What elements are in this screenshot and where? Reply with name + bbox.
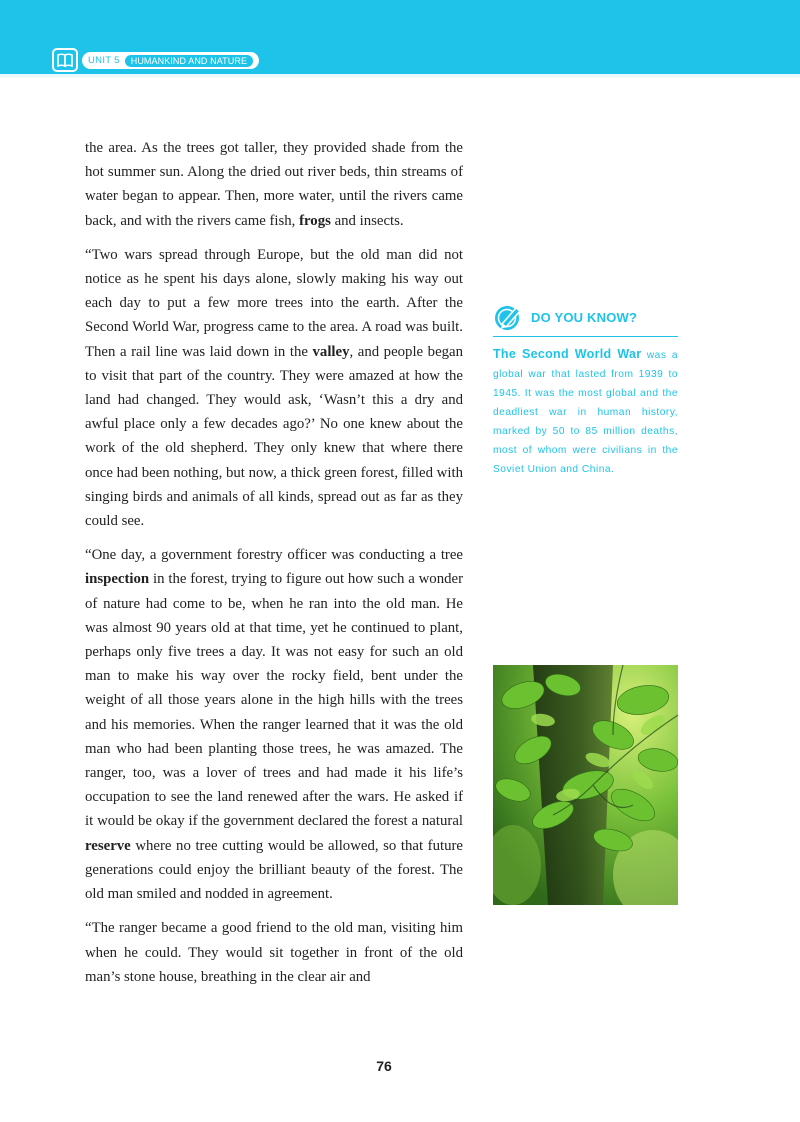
oak-leaves-photo (493, 665, 678, 905)
do-you-know-body: was a global war that lasted from 1939 to 1945. It was the most global and the deadliest war in human history, marked by 50 to 85 million deaths, most of whom were civilians in the Soviet Union and China. (493, 350, 678, 475)
paragraph-text: “One day, a government forestry officer was conducting a tree (85, 547, 463, 564)
body-paragraph (85, 136, 463, 233)
body-paragraph (85, 543, 463, 906)
paragraph-text: in the forest, trying to figure out how such a wonder of nature had come to be, when he ran into the old man. He was almost 90 years old at that time, yet he continued to plant, perhaps only five trees a day. It was not easy for such an old man to make his way over the rocky field, bent under the weight of all those years alone in the high hills with the trees and his memories. When the ranger learned that it was the old man who had been planting those trees, he was amazed. The ranger, too, was a lover of trees and had made it his life’s occupation to see the land renewed after the wars. He asked if it would be okay if the government declared the forest a natural (85, 571, 463, 830)
body-paragraph (85, 243, 463, 533)
vocabulary-term: valley (312, 343, 350, 360)
main-text-column (85, 136, 463, 999)
do-you-know-term: The Second World War (493, 347, 642, 361)
paragraph-text: “The ranger became a good friend to the old man, visiting him when he could. They would sit together in front of the old man’s stone house, breathing in the clear air and (85, 920, 463, 985)
paragraph-text: where no tree cutting would be allowed, so that future generations could enjoy the brilliant beauty of the forest. The old man smiled and nodded in agreement. (85, 837, 463, 903)
vocabulary-term: frogs (299, 212, 331, 229)
paragraph-text: and insects. (330, 212, 404, 229)
do-you-know-box (493, 300, 678, 479)
body-paragraph (85, 916, 463, 989)
do-you-know-text (493, 345, 678, 479)
do-you-know-title: DO YOU KNOW? (531, 309, 638, 325)
header-rule (0, 74, 800, 77)
unit-title: HUMANKIND AND NATURE (125, 55, 253, 67)
pen-circle-icon (493, 302, 523, 332)
unit-label: UNIT 5 (88, 55, 120, 66)
page-number: 76 (376, 1058, 392, 1074)
do-you-know-header (493, 300, 678, 337)
vocabulary-term: inspection (85, 571, 150, 588)
paragraph-text: , and people began to visit that part of the country. They were amazed at how the land had changed. They would ask, ‘Wasn’t this a dry and awful place only a few decades ago?’ No one knew about the work of the old shepherd. They only knew that where there once had been nothing, but now, a thick green forest, filled with singing birds and animals of all kinds, spread out as far as they could see. (85, 343, 464, 530)
vocabulary-term: reserve (85, 837, 131, 854)
book-icon (52, 48, 78, 72)
unit-pill (82, 52, 259, 69)
paragraph-text: the area. As the trees got taller, they provided shade from the hot summer sun. Along the dried out river beds, thin streams of water began to appear. Then, more water, until the rivers came back, and with the rivers came fish, (85, 140, 463, 229)
paragraph-text: “Two wars spread through Europe, but the old man did not notice as he spent his days alone, slowly making his way out each day to put a few more trees into the earth. After the Second World War, progress came to the area. A road was built. Then a rail line was laid down in the (85, 246, 463, 360)
